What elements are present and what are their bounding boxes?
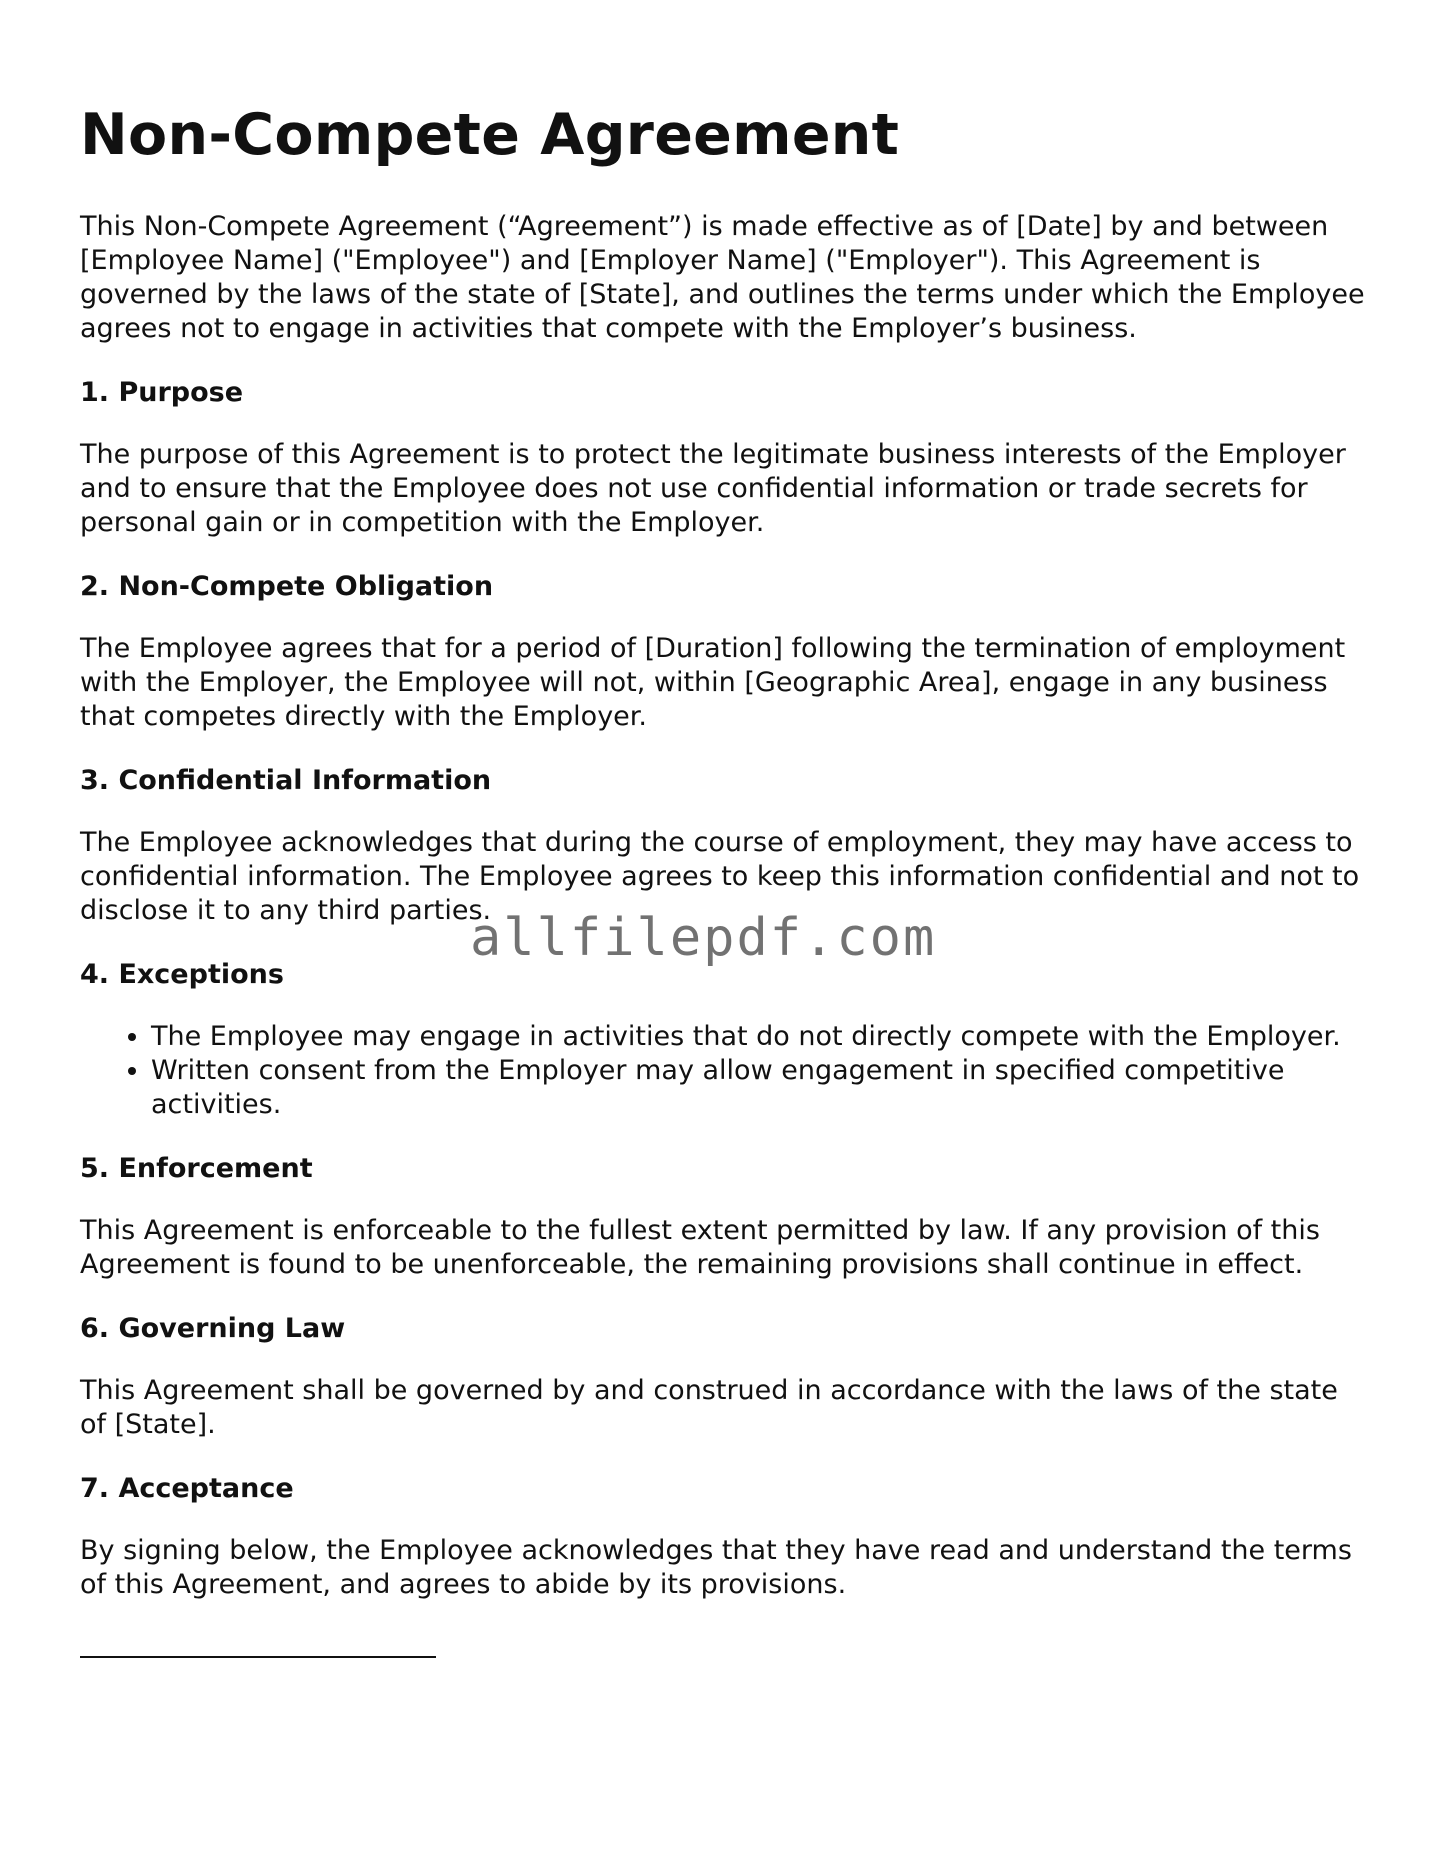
section-heading: 6. Governing Law bbox=[80, 1313, 346, 1344]
section-heading: 7. Acceptance bbox=[80, 1473, 294, 1504]
document-page bbox=[80, 96, 1370, 1658]
section-confidential-information bbox=[80, 764, 1370, 928]
document-title: Non-Compete Agreement bbox=[80, 102, 900, 168]
section-non-compete-obligation bbox=[80, 570, 1370, 734]
signature-line bbox=[80, 1656, 436, 1658]
section-heading: 5. Enforcement bbox=[80, 1153, 313, 1184]
section-heading: 2. Non-Compete Obligation bbox=[80, 571, 494, 602]
section-exceptions bbox=[80, 958, 1370, 1122]
section-text: The Employee acknowledges that during the course of employment, they may have access to confidential information. The Employee agrees to keep this information confidential and not to disclose it to any third parties. bbox=[80, 827, 1360, 926]
watermark: allfilepdf.com bbox=[470, 908, 937, 968]
exceptions-list bbox=[80, 1020, 1370, 1122]
section-acceptance bbox=[80, 1472, 1370, 1602]
intro-paragraph: This Non-Compete Agreement (“Agreement”) is made effective as of [Date] by and between [Employee Name] ("Employee") and [Employer Name] ("Employer"). This Agreement is governed by the laws of the state of [State], and outlines the terms under which the Employee agrees not to engage in activities that compete with the Employer’s business. bbox=[80, 211, 1365, 344]
list-item: • The Employee may engage in activities that do not directly compete with the Employer. bbox=[151, 1020, 1370, 1054]
section-purpose bbox=[80, 376, 1370, 540]
section-heading: 3. Confidential Information bbox=[80, 765, 492, 796]
section-governing-law bbox=[80, 1312, 1370, 1442]
section-enforcement bbox=[80, 1152, 1370, 1282]
section-text: This Agreement is enforceable to the fullest extent permitted by law. If any provision of this Agreement is found to be unenforceable, the remaining provisions shall continue in effect. bbox=[80, 1215, 1320, 1280]
section-text: By signing below, the Employee acknowledges that they have read and understand the terms of this Agreement, and agrees to abide by its provisions. bbox=[80, 1535, 1352, 1600]
list-item: • Written consent from the Employer may allow engagement in specified competitive activities. bbox=[151, 1054, 1370, 1122]
section-text: The Employee agrees that for a period of [Duration] following the termination of employment with the Employer, the Employee will not, within [Geographic Area], engage in any business that competes directly with the Employer. bbox=[80, 633, 1346, 732]
section-heading: 4. Exceptions bbox=[80, 959, 284, 990]
section-heading: 1. Purpose bbox=[80, 377, 244, 408]
section-text: The purpose of this Agreement is to protect the legitimate business interests of the Employer and to ensure that the Employee does not use confidential information or trade secrets for personal gain or in competition with the Employer. bbox=[80, 439, 1346, 538]
section-text: This Agreement shall be governed by and construed in accordance with the laws of the state of [State]. bbox=[80, 1375, 1338, 1440]
